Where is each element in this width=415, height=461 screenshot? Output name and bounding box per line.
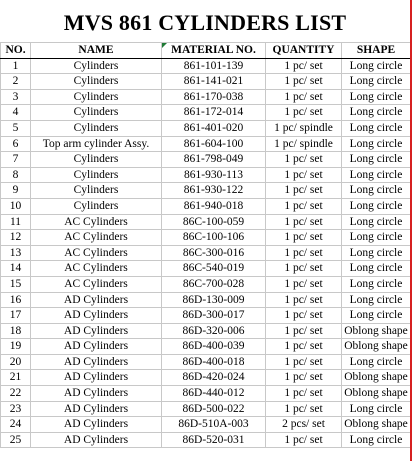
cell-material-no[interactable]: 861-172-014	[162, 105, 266, 121]
cell-quantity[interactable]: 2 pcs/ set	[266, 417, 342, 433]
cell-name[interactable]: AD Cylinders	[31, 323, 162, 339]
cell-quantity[interactable]: 1 pc/ set	[266, 167, 342, 183]
table-row	[1, 152, 411, 168]
cell-shape[interactable]: Long circle	[342, 120, 411, 136]
cell-name[interactable]: Cylinders	[31, 183, 162, 199]
row-number[interactable]: 1	[1, 58, 31, 74]
table-row	[1, 214, 411, 230]
row-number[interactable]: 4	[1, 105, 31, 121]
sheet-title: MVS 861 CYLINDERS LIST	[63, 10, 347, 35]
row-number[interactable]: 19	[1, 339, 31, 355]
cell-shape[interactable]: Long circle	[342, 276, 411, 292]
cell-name[interactable]: Cylinders	[31, 58, 162, 74]
row-number[interactable]: 24	[1, 417, 31, 433]
cell-name[interactable]: AC Cylinders	[31, 245, 162, 261]
row-number[interactable]: 12	[1, 230, 31, 246]
cell-material-no[interactable]: 86D-510A-003	[162, 417, 266, 433]
table-row	[1, 183, 411, 199]
cell-shape[interactable]: Oblong shape	[342, 386, 411, 402]
cell-shape[interactable]: Oblong shape	[342, 323, 411, 339]
table-row	[1, 105, 411, 121]
cell-quantity[interactable]: 1 pc/ set	[266, 230, 342, 246]
cell-material-no[interactable]: 86C-100-106	[162, 230, 266, 246]
cell-quantity[interactable]: 1 pc/ set	[266, 105, 342, 121]
cell-name[interactable]: AD Cylinders	[31, 370, 162, 386]
header-name[interactable]: NAME	[31, 43, 162, 59]
cell-name[interactable]: Cylinders	[31, 89, 162, 105]
cell-quantity[interactable]: 1 pc/ set	[266, 292, 342, 308]
table-body	[1, 58, 411, 448]
row-number[interactable]: 22	[1, 386, 31, 402]
cell-shape[interactable]: Long circle	[342, 167, 411, 183]
cell-material-no[interactable]: 86C-100-059	[162, 214, 266, 230]
cell-shape[interactable]: Long circle	[342, 152, 411, 168]
cell-name[interactable]: Cylinders	[31, 120, 162, 136]
table-row	[1, 339, 411, 355]
table-row	[1, 401, 411, 417]
table-row	[1, 354, 411, 370]
row-number[interactable]: 13	[1, 245, 31, 261]
cell-material-no[interactable]: 861-940-018	[162, 198, 266, 214]
table-row	[1, 245, 411, 261]
cell-quantity[interactable]: 1 pc/ set	[266, 89, 342, 105]
table-row	[1, 167, 411, 183]
cell-material-no[interactable]: 86D-400-039	[162, 339, 266, 355]
cell-shape[interactable]: Oblong shape	[342, 370, 411, 386]
cell-name[interactable]: Top arm cylinder Assy.	[31, 136, 162, 152]
cylinders-table	[0, 42, 411, 448]
cell-quantity[interactable]: 1 pc/ set	[266, 308, 342, 324]
cell-shape[interactable]: Long circle	[342, 292, 411, 308]
header-no[interactable]: NO.	[1, 43, 31, 59]
cell-shape[interactable]: Long circle	[342, 261, 411, 277]
cell-name[interactable]: AD Cylinders	[31, 308, 162, 324]
cell-quantity[interactable]: 1 pc/ set	[266, 432, 342, 448]
cell-shape[interactable]: Long circle	[342, 58, 411, 74]
cell-shape[interactable]: Long circle	[342, 198, 411, 214]
table-row	[1, 120, 411, 136]
cell-material-no[interactable]: 86D-320-006	[162, 323, 266, 339]
table-row	[1, 386, 411, 402]
cell-quantity[interactable]: 1 pc/ set	[266, 276, 342, 292]
row-number[interactable]: 10	[1, 198, 31, 214]
cell-name[interactable]: AC Cylinders	[31, 230, 162, 246]
row-number[interactable]: 20	[1, 354, 31, 370]
cell-shape[interactable]: Long circle	[342, 432, 411, 448]
cell-quantity[interactable]: 1 pc/ set	[266, 261, 342, 277]
cell-material-no[interactable]: 86C-700-028	[162, 276, 266, 292]
cell-quantity[interactable]: 1 pc/ set	[266, 74, 342, 90]
cell-quantity[interactable]: 1 pc/ set	[266, 401, 342, 417]
row-number[interactable]: 8	[1, 167, 31, 183]
table-row	[1, 276, 411, 292]
row-number[interactable]: 25	[1, 432, 31, 448]
table-row	[1, 136, 411, 152]
row-number[interactable]: 18	[1, 323, 31, 339]
row-number[interactable]: 3	[1, 89, 31, 105]
row-number[interactable]: 11	[1, 214, 31, 230]
cell-material-no[interactable]: 861-401-020	[162, 120, 266, 136]
cell-quantity[interactable]: 1 pc/ spindle	[266, 120, 342, 136]
cell-material-no[interactable]: 86C-300-016	[162, 245, 266, 261]
header-material-label: MATERIAL NO.	[171, 44, 256, 56]
table-row	[1, 370, 411, 386]
cell-quantity[interactable]: 1 pc/ set	[266, 183, 342, 199]
cell-name[interactable]: AC Cylinders	[31, 214, 162, 230]
cell-quantity[interactable]: 1 pc/ set	[266, 58, 342, 74]
cell-name[interactable]: Cylinders	[31, 74, 162, 90]
cell-shape[interactable]: Long circle	[342, 308, 411, 324]
header-shape[interactable]: SHAPE	[342, 43, 411, 59]
cell-name[interactable]: AD Cylinders	[31, 401, 162, 417]
cell-shape[interactable]: Long circle	[342, 230, 411, 246]
table-row	[1, 308, 411, 324]
row-number[interactable]: 7	[1, 152, 31, 168]
cell-name[interactable]: Cylinders	[31, 105, 162, 121]
table-row	[1, 261, 411, 277]
cell-material-no[interactable]: 861-604-100	[162, 136, 266, 152]
cell-shape[interactable]: Long circle	[342, 214, 411, 230]
table-row	[1, 230, 411, 246]
row-number[interactable]: 5	[1, 120, 31, 136]
cell-shape[interactable]: Long circle	[342, 136, 411, 152]
cell-material-no[interactable]: 86C-540-019	[162, 261, 266, 277]
cell-name[interactable]: Cylinders	[31, 167, 162, 183]
cell-name[interactable]: AD Cylinders	[31, 417, 162, 433]
table-row	[1, 58, 411, 74]
table-row	[1, 74, 411, 90]
cell-material-no[interactable]: 861-141-021	[162, 74, 266, 90]
row-number[interactable]: 17	[1, 308, 31, 324]
row-number[interactable]: 6	[1, 136, 31, 152]
header-row	[1, 43, 411, 59]
cell-name[interactable]: Cylinders	[31, 152, 162, 168]
cell-quantity[interactable]: 1 pc/ set	[266, 339, 342, 355]
cell-shape[interactable]: Long circle	[342, 354, 411, 370]
row-number[interactable]: 2	[1, 74, 31, 90]
cell-quantity[interactable]: 1 pc/ set	[266, 386, 342, 402]
cell-name[interactable]: Cylinders	[31, 198, 162, 214]
page-edge-marker	[410, 0, 412, 461]
cell-shape[interactable]: Long circle	[342, 74, 411, 90]
cell-name[interactable]: AC Cylinders	[31, 261, 162, 277]
cell-comment-marker	[162, 43, 167, 48]
cell-material-no[interactable]: 861-798-049	[162, 152, 266, 168]
cell-name[interactable]: AD Cylinders	[31, 354, 162, 370]
cell-name[interactable]: AD Cylinders	[31, 386, 162, 402]
row-number[interactable]: 21	[1, 370, 31, 386]
cell-shape[interactable]: Long circle	[342, 401, 411, 417]
table-row	[1, 292, 411, 308]
cell-quantity[interactable]: 1 pc/ spindle	[266, 136, 342, 152]
cell-material-no[interactable]: 861-170-038	[162, 89, 266, 105]
table-row	[1, 198, 411, 214]
cell-name[interactable]: AD Cylinders	[31, 432, 162, 448]
header-quantity[interactable]: QUANTITY	[266, 43, 342, 59]
cell-material-no[interactable]: 861-930-113	[162, 167, 266, 183]
cell-material-no[interactable]: 861-101-139	[162, 58, 266, 74]
cell-shape[interactable]: Long circle	[342, 89, 411, 105]
cell-shape[interactable]: Oblong shape	[342, 417, 411, 433]
cell-name[interactable]: AC Cylinders	[31, 276, 162, 292]
cell-material-no[interactable]: 86D-440-012	[162, 386, 266, 402]
row-number[interactable]: 15	[1, 276, 31, 292]
cell-material-no[interactable]: 86D-500-022	[162, 401, 266, 417]
table-row	[1, 432, 411, 448]
cell-material-no[interactable]: 86D-300-017	[162, 308, 266, 324]
cell-quantity[interactable]: 1 pc/ set	[266, 198, 342, 214]
table-row	[1, 417, 411, 433]
cell-material-no[interactable]: 861-930-122	[162, 183, 266, 199]
row-number[interactable]: 9	[1, 183, 31, 199]
cell-quantity[interactable]: 1 pc/ set	[266, 245, 342, 261]
cell-shape[interactable]: Oblong shape	[342, 339, 411, 355]
cell-shape[interactable]: Long circle	[342, 105, 411, 121]
cell-shape[interactable]: Long circle	[342, 245, 411, 261]
cell-shape[interactable]: Long circle	[342, 183, 411, 199]
cell-quantity[interactable]: 1 pc/ set	[266, 214, 342, 230]
cell-material-no[interactable]: 86D-400-018	[162, 354, 266, 370]
cell-quantity[interactable]: 1 pc/ set	[266, 354, 342, 370]
row-number[interactable]: 23	[1, 401, 31, 417]
table-row	[1, 89, 411, 105]
cell-material-no[interactable]: 86D-520-031	[162, 432, 266, 448]
cell-material-no[interactable]: 86D-130-009	[162, 292, 266, 308]
cell-material-no[interactable]: 86D-420-024	[162, 370, 266, 386]
cell-name[interactable]: AD Cylinders	[31, 292, 162, 308]
table-row	[1, 323, 411, 339]
cell-name[interactable]: AD Cylinders	[31, 339, 162, 355]
row-number[interactable]: 14	[1, 261, 31, 277]
cell-quantity[interactable]: 1 pc/ set	[266, 323, 342, 339]
row-number[interactable]: 16	[1, 292, 31, 308]
cell-quantity[interactable]: 1 pc/ set	[266, 152, 342, 168]
header-material[interactable]	[162, 43, 266, 59]
cell-quantity[interactable]: 1 pc/ set	[266, 370, 342, 386]
